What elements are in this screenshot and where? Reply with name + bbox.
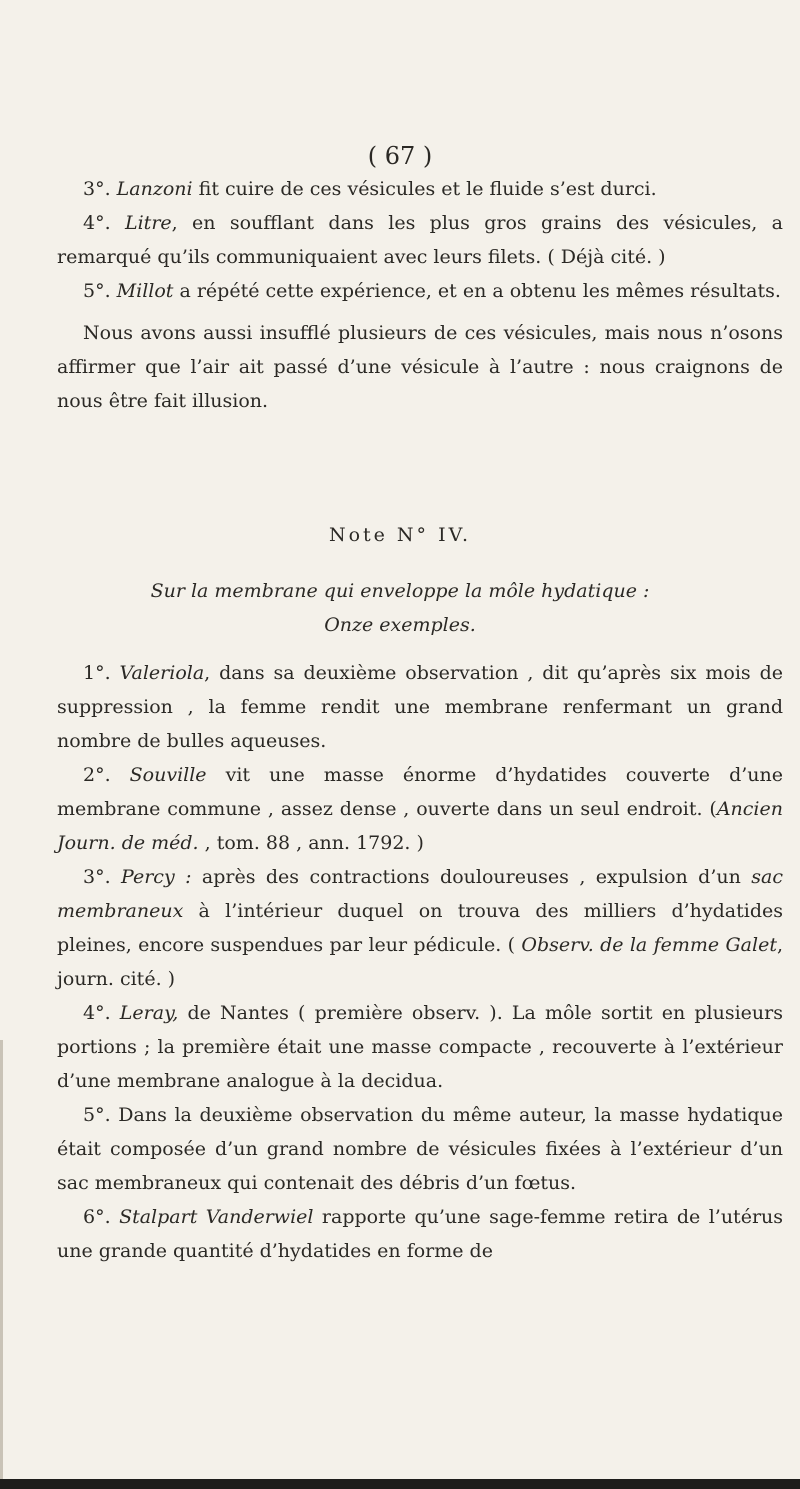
subtitle-line: Onze exemples. (324, 614, 476, 636)
list-item (57, 274, 783, 308)
item-number: 2°. (83, 764, 130, 786)
author-name: Souville (129, 764, 207, 786)
page-edge (0, 1040, 3, 1480)
item-text: après des contractions douloureuses , expulsion d’un (191, 866, 752, 888)
item-number: 4°. (83, 212, 125, 234)
list-item (57, 860, 783, 996)
item-number: 6°. (83, 1206, 120, 1228)
author-name: Millot (116, 280, 174, 302)
author-name: Stalpart Vanderwiel (119, 1206, 314, 1228)
examples-list (57, 656, 783, 1268)
item-text: vit une masse énorme d’hydatides couverte d’une membrane commune , assez dense , ouverte dans un seul endroit. ( (57, 764, 783, 820)
bottom-border (0, 1479, 800, 1489)
list-item (57, 656, 783, 758)
author-name: Percy : (121, 866, 192, 888)
list-item (57, 1098, 783, 1200)
reference: Ancien Journ. de méd. (57, 798, 783, 854)
item-text: Dans la deuxième observation du même auteur, la masse hydatique était composée d’un grand nombre de vésicules fixées à l’extérieur d’un sac membraneux qui contenait des débris d’un fœtus. (57, 1104, 784, 1194)
item-text: à l’intérieur duquel on trouva des milliers d’hydatides pleines, encore suspendues par leur pédicule. ( (57, 900, 783, 956)
note-title: Note N° IV. (328, 524, 472, 546)
item-text: , en soufflant dans les plus gros grains des vésicules, a remarqué qu’ils communiquaient avec leurs filets. ( Déjà cité. ) (57, 212, 783, 268)
item-number: 5°. (83, 1104, 119, 1126)
item-text: , journ. cité. ) (57, 934, 784, 990)
list-item (57, 206, 783, 274)
item-number: 3°. (83, 866, 122, 888)
page-number: ( 67 ) (367, 142, 433, 170)
item-text: rapporte qu’une sage-femme retira de l’utérus une grande quantité d’hydatides en forme de (57, 1206, 784, 1262)
author-name: Leray, (119, 1002, 179, 1024)
reference: sac membraneux (57, 866, 783, 922)
list-item (57, 996, 783, 1098)
item-number: 3°. (83, 178, 117, 200)
item-number: 5°. (83, 280, 117, 302)
author-name: Lanzoni (116, 178, 193, 200)
item-number: 1°. (83, 662, 120, 684)
list-item (57, 172, 783, 206)
list-item (57, 758, 783, 860)
note-subtitle (0, 574, 800, 642)
subtitle-line: Sur la membrane qui enveloppe la môle hydatique : (150, 580, 650, 602)
item-text: a répété cette expérience, et en a obtenu les mêmes résultats. (173, 280, 781, 302)
item-text: , tom. 88 , ann. 1792. ) (198, 832, 424, 854)
insufflation-paragraph: Nous avons aussi insufflé plusieurs de ces vésicules, mais nous n’osons affirmer que l’air ait passé d’une vésicule à l’autre : nous craignons de nous être fait illusion. (57, 322, 783, 412)
item-text: , dans sa deuxième observation , dit qu’après six mois de suppression , la femme rendit une membrane renfermant un grand nombre de bulles aqueuses. (57, 662, 783, 752)
item-text: de Nantes ( première observ. ). La môle sortit en plusieurs portions ; la première était une masse compacte , recouverte à l’extérieur d’une membrane analogue à la decidua. (57, 1002, 783, 1092)
item-number: 4°. (83, 1002, 120, 1024)
author-name: Litre (124, 212, 172, 234)
list-item (57, 1200, 783, 1268)
reference: Observ. de la femme Galet (521, 934, 777, 956)
list-top (57, 172, 783, 418)
author-name: Valeriola (119, 662, 205, 684)
item-text: fit cuire de ces vésicules et le fluide s’est durci. (192, 178, 657, 200)
